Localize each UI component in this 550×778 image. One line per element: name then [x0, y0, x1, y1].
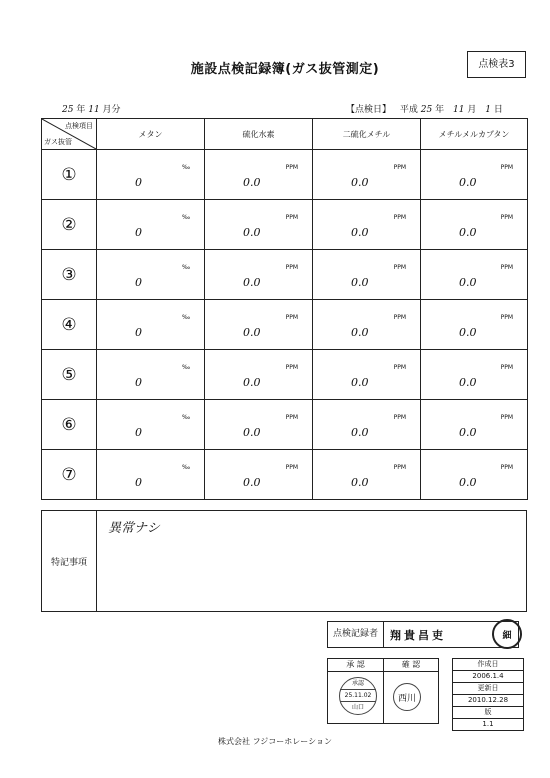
measurement-value: 0.0 — [243, 426, 261, 439]
table-row — [42, 150, 528, 200]
date-day: 1 — [485, 105, 491, 115]
measurement-unit: PPM — [285, 414, 298, 421]
corner-cell — [42, 119, 97, 150]
measurement-cell — [97, 300, 205, 350]
measurement-value: 0 — [135, 226, 142, 239]
measurement-cell — [97, 200, 205, 250]
measurement-cell — [97, 350, 205, 400]
measurement-value: 0 — [135, 376, 142, 389]
pipe-number: ⑦ — [42, 450, 97, 500]
period-line — [62, 102, 121, 115]
table-row — [42, 350, 528, 400]
measurement-unit: PPM — [285, 164, 298, 171]
created-label: 作成日 — [453, 659, 523, 671]
approval-seal-date: 25.11.02 — [340, 689, 376, 702]
measurement-value: 0 — [135, 276, 142, 289]
updated-label: 更新日 — [453, 683, 523, 695]
measurement-value: 0.0 — [459, 276, 477, 289]
measurement-unit: PPM — [285, 314, 298, 321]
remarks-box — [41, 510, 527, 612]
measurement-value: 0.0 — [351, 176, 369, 189]
measurement-value: 0.0 — [459, 226, 477, 239]
measurement-cell — [205, 150, 313, 200]
approve-label: 承 認 — [328, 659, 383, 672]
pipe-number: ⑤ — [42, 350, 97, 400]
measurement-cell — [421, 200, 528, 250]
measurement-unit: PPM — [500, 314, 513, 321]
year-value: 25 — [62, 105, 74, 115]
measurement-cell — [97, 150, 205, 200]
measurement-value: 0 — [135, 326, 142, 339]
table-row — [42, 400, 528, 450]
remarks-text: 異常ナシ — [108, 521, 160, 536]
column-header: 二硫化メチル — [313, 119, 421, 150]
measurement-cell — [205, 450, 313, 500]
measurement-cell — [205, 250, 313, 300]
column-header: メチルメルカプタン — [421, 119, 528, 150]
measurement-cell — [97, 400, 205, 450]
date-month: 11 — [453, 105, 465, 115]
date-year: 25 — [420, 105, 433, 115]
measurement-unit: PPM — [393, 264, 406, 271]
measurement-cell — [205, 400, 313, 450]
table-row — [42, 200, 528, 250]
recorder-label: 点検記録者 — [328, 622, 384, 647]
recorder-name: 翔貴昌吏 — [390, 629, 446, 642]
column-header: メタン — [97, 119, 205, 150]
measurement-unit: ‰ — [181, 464, 190, 471]
measurement-unit: PPM — [500, 414, 513, 421]
approval-seal-name: 山口 — [351, 704, 364, 711]
confirm-seal: 西川 — [393, 683, 421, 711]
measurement-value: 0.0 — [459, 176, 477, 189]
table-row — [42, 250, 528, 300]
updated-date: 2010.12.28 — [453, 695, 523, 707]
pipe-number: ⑥ — [42, 400, 97, 450]
measurement-cell — [313, 400, 421, 450]
measurement-unit: PPM — [500, 464, 513, 471]
measurement-cell — [421, 400, 528, 450]
measurement-value: 0.0 — [459, 376, 477, 389]
month-value: 11 — [88, 105, 100, 115]
measurement-unit: PPM — [500, 164, 513, 171]
measurement-unit: PPM — [285, 214, 298, 221]
measurement-value: 0.0 — [351, 476, 369, 489]
measurement-value: 0.0 — [243, 326, 261, 339]
measurement-unit: PPM — [393, 164, 406, 171]
form-number: 点検表3 — [467, 51, 526, 78]
measurement-value: 0.0 — [351, 376, 369, 389]
measurement-cell — [97, 250, 205, 300]
measurement-cell — [313, 300, 421, 350]
measurement-cell — [313, 350, 421, 400]
measurement-cell — [313, 150, 421, 200]
column-header: 硫化水素 — [205, 119, 313, 150]
year-label: 年 — [76, 105, 86, 115]
table-header-row — [42, 119, 528, 150]
measurement-unit: ‰ — [181, 364, 190, 371]
recorder-box — [327, 621, 519, 648]
remarks-label: 特記事項 — [42, 511, 97, 611]
revision-box — [452, 658, 524, 731]
measurement-cell — [313, 450, 421, 500]
measurement-unit: ‰ — [181, 214, 190, 221]
measurement-value: 0.0 — [351, 426, 369, 439]
measurement-cell — [421, 250, 528, 300]
recorder-seal: 細 — [492, 619, 522, 649]
approval-seal-top: 承認 — [351, 680, 364, 687]
measurement-unit: PPM — [393, 314, 406, 321]
measurement-unit: PPM — [393, 214, 406, 221]
month-label: 月分 — [102, 105, 121, 115]
measurement-cell — [205, 350, 313, 400]
measurement-value: 0.0 — [243, 176, 261, 189]
measurement-unit: PPM — [393, 414, 406, 421]
pipe-number: ① — [42, 150, 97, 200]
measurement-value: 0.0 — [459, 426, 477, 439]
measurement-cell — [421, 450, 528, 500]
approval-seal — [339, 677, 377, 715]
pipe-number: ② — [42, 200, 97, 250]
date-day-unit: 日 — [493, 105, 503, 115]
measurement-cell — [205, 300, 313, 350]
measurement-unit: PPM — [393, 464, 406, 471]
measurement-unit: PPM — [285, 264, 298, 271]
measurement-unit: PPM — [393, 364, 406, 371]
inspection-date — [346, 102, 503, 115]
company-name: 株式会社 フジコーホレーション — [218, 737, 332, 746]
measurement-cell — [313, 200, 421, 250]
approval-divider — [383, 659, 384, 723]
measurement-value: 0.0 — [351, 326, 369, 339]
measurement-value: 0.0 — [351, 226, 369, 239]
measurement-unit: ‰ — [181, 414, 190, 421]
measurement-cell — [421, 350, 528, 400]
measurement-unit: PPM — [285, 464, 298, 471]
date-year-unit: 年 — [435, 105, 445, 115]
table-row — [42, 450, 528, 500]
measurement-value: 0.0 — [243, 376, 261, 389]
pipe-number: ④ — [42, 300, 97, 350]
measurement-unit: PPM — [500, 214, 513, 221]
measurement-value: 0 — [135, 176, 142, 189]
measurement-value: 0.0 — [243, 476, 261, 489]
measurement-table — [41, 118, 528, 500]
measurement-unit: ‰ — [181, 264, 190, 271]
measurement-cell — [313, 250, 421, 300]
measurement-value: 0.0 — [459, 326, 477, 339]
measurement-unit: ‰ — [181, 164, 190, 171]
measurement-cell — [421, 300, 528, 350]
date-month-unit: 月 — [467, 105, 477, 115]
measurement-unit: PPM — [285, 364, 298, 371]
pipe-number: ③ — [42, 250, 97, 300]
measurement-value: 0.0 — [243, 276, 261, 289]
created-date: 2006.1.4 — [453, 671, 523, 683]
measurement-value: 0.0 — [243, 226, 261, 239]
era: 平成 — [399, 105, 418, 115]
corner-bottom-label: ガス抜管 — [44, 138, 72, 146]
confirm-label: 確 認 — [384, 659, 438, 672]
measurement-value: 0.0 — [351, 276, 369, 289]
measurement-cell — [97, 450, 205, 500]
measurement-value: 0 — [135, 476, 142, 489]
measurement-cell — [205, 200, 313, 250]
corner-top-label: 点検項目 — [65, 122, 93, 130]
version-label: 版 — [453, 707, 523, 719]
measurement-unit: PPM — [500, 364, 513, 371]
measurement-cell — [421, 150, 528, 200]
table-row — [42, 300, 528, 350]
measurement-value: 0 — [135, 426, 142, 439]
measurement-unit: ‰ — [181, 314, 190, 321]
inspection-date-label: 【点検日】 — [346, 105, 392, 115]
measurement-unit: PPM — [500, 264, 513, 271]
page-title: 施設点検記録簿(ガス抜管測定) — [190, 62, 380, 77]
version-number: 1.1 — [482, 720, 494, 728]
measurement-value: 0.0 — [459, 476, 477, 489]
